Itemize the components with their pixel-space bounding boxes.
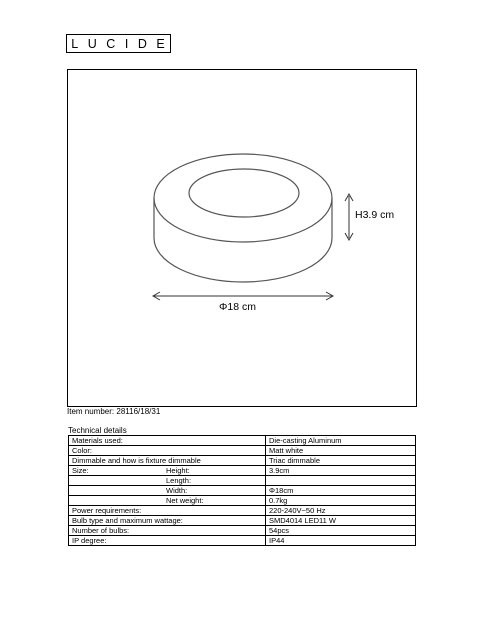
row-sublabel xyxy=(150,536,266,546)
row-value: Triac dimmable xyxy=(266,456,416,466)
fixture-body-outline xyxy=(154,198,332,282)
row-label: Dimmable and how is fixture dimmable xyxy=(69,456,266,466)
table-row xyxy=(69,506,416,516)
logo-letter: I xyxy=(124,36,130,51)
diameter-label: Φ18 cm xyxy=(219,301,256,313)
row-value: 220-240V~50 Hz xyxy=(266,506,416,516)
row-label: Color: xyxy=(69,446,151,456)
brand-logo xyxy=(66,34,171,53)
row-sublabel xyxy=(150,526,266,536)
row-sublabel: Width: xyxy=(150,486,266,496)
row-value: Matt white xyxy=(266,446,416,456)
row-value: IP44 xyxy=(266,536,416,546)
item-number-label: Item number: xyxy=(67,407,115,416)
row-sublabel xyxy=(150,446,266,456)
row-sublabel xyxy=(150,436,266,446)
row-label xyxy=(69,486,151,496)
height-label: H3.9 cm xyxy=(355,209,395,221)
row-label: Materials used: xyxy=(69,436,151,446)
fixture-inner-outline xyxy=(189,169,299,217)
row-label: Number of bulbs: xyxy=(69,526,151,536)
table-row xyxy=(69,466,416,476)
row-label: Power requirements: xyxy=(69,506,151,516)
row-value: 0.7kg xyxy=(266,496,416,506)
fixture-top-outline xyxy=(154,154,332,242)
row-label: Size: xyxy=(69,466,151,476)
row-label xyxy=(69,476,151,486)
table-row xyxy=(69,536,416,546)
table-row xyxy=(69,456,416,466)
table-row xyxy=(69,486,416,496)
item-number xyxy=(67,407,160,416)
product-drawing-frame xyxy=(67,69,417,407)
table-row xyxy=(69,446,416,456)
table-row xyxy=(69,436,416,446)
row-label: Bulb type and maximum wattage: xyxy=(69,516,266,526)
technical-details-title: Technical details xyxy=(68,426,127,435)
logo-letter: D xyxy=(137,36,148,51)
row-label: IP degree: xyxy=(69,536,151,546)
row-value xyxy=(266,476,416,486)
row-value: Φ18cm xyxy=(266,486,416,496)
technical-details-table xyxy=(68,435,416,546)
logo-letter: E xyxy=(156,36,166,51)
item-number-value: 28116/18/31 xyxy=(116,407,161,416)
logo-letter: L xyxy=(71,36,80,51)
row-value: 3.9cm xyxy=(266,466,416,476)
row-sublabel: Length: xyxy=(150,476,266,486)
fixture-drawing xyxy=(68,70,416,406)
table-row xyxy=(69,516,416,526)
table-row xyxy=(69,496,416,506)
table-row xyxy=(69,476,416,486)
logo-letter: U xyxy=(87,36,98,51)
row-value: SMD4014 LED11 W xyxy=(266,516,416,526)
logo-letter: C xyxy=(106,36,117,51)
row-value: 54pcs xyxy=(266,526,416,536)
row-sublabel xyxy=(150,506,266,516)
row-value: Die-casting Aluminum xyxy=(266,436,416,446)
row-sublabel: Net weight: xyxy=(150,496,266,506)
row-label xyxy=(69,496,151,506)
table-row xyxy=(69,526,416,536)
row-sublabel: Height: xyxy=(150,466,266,476)
